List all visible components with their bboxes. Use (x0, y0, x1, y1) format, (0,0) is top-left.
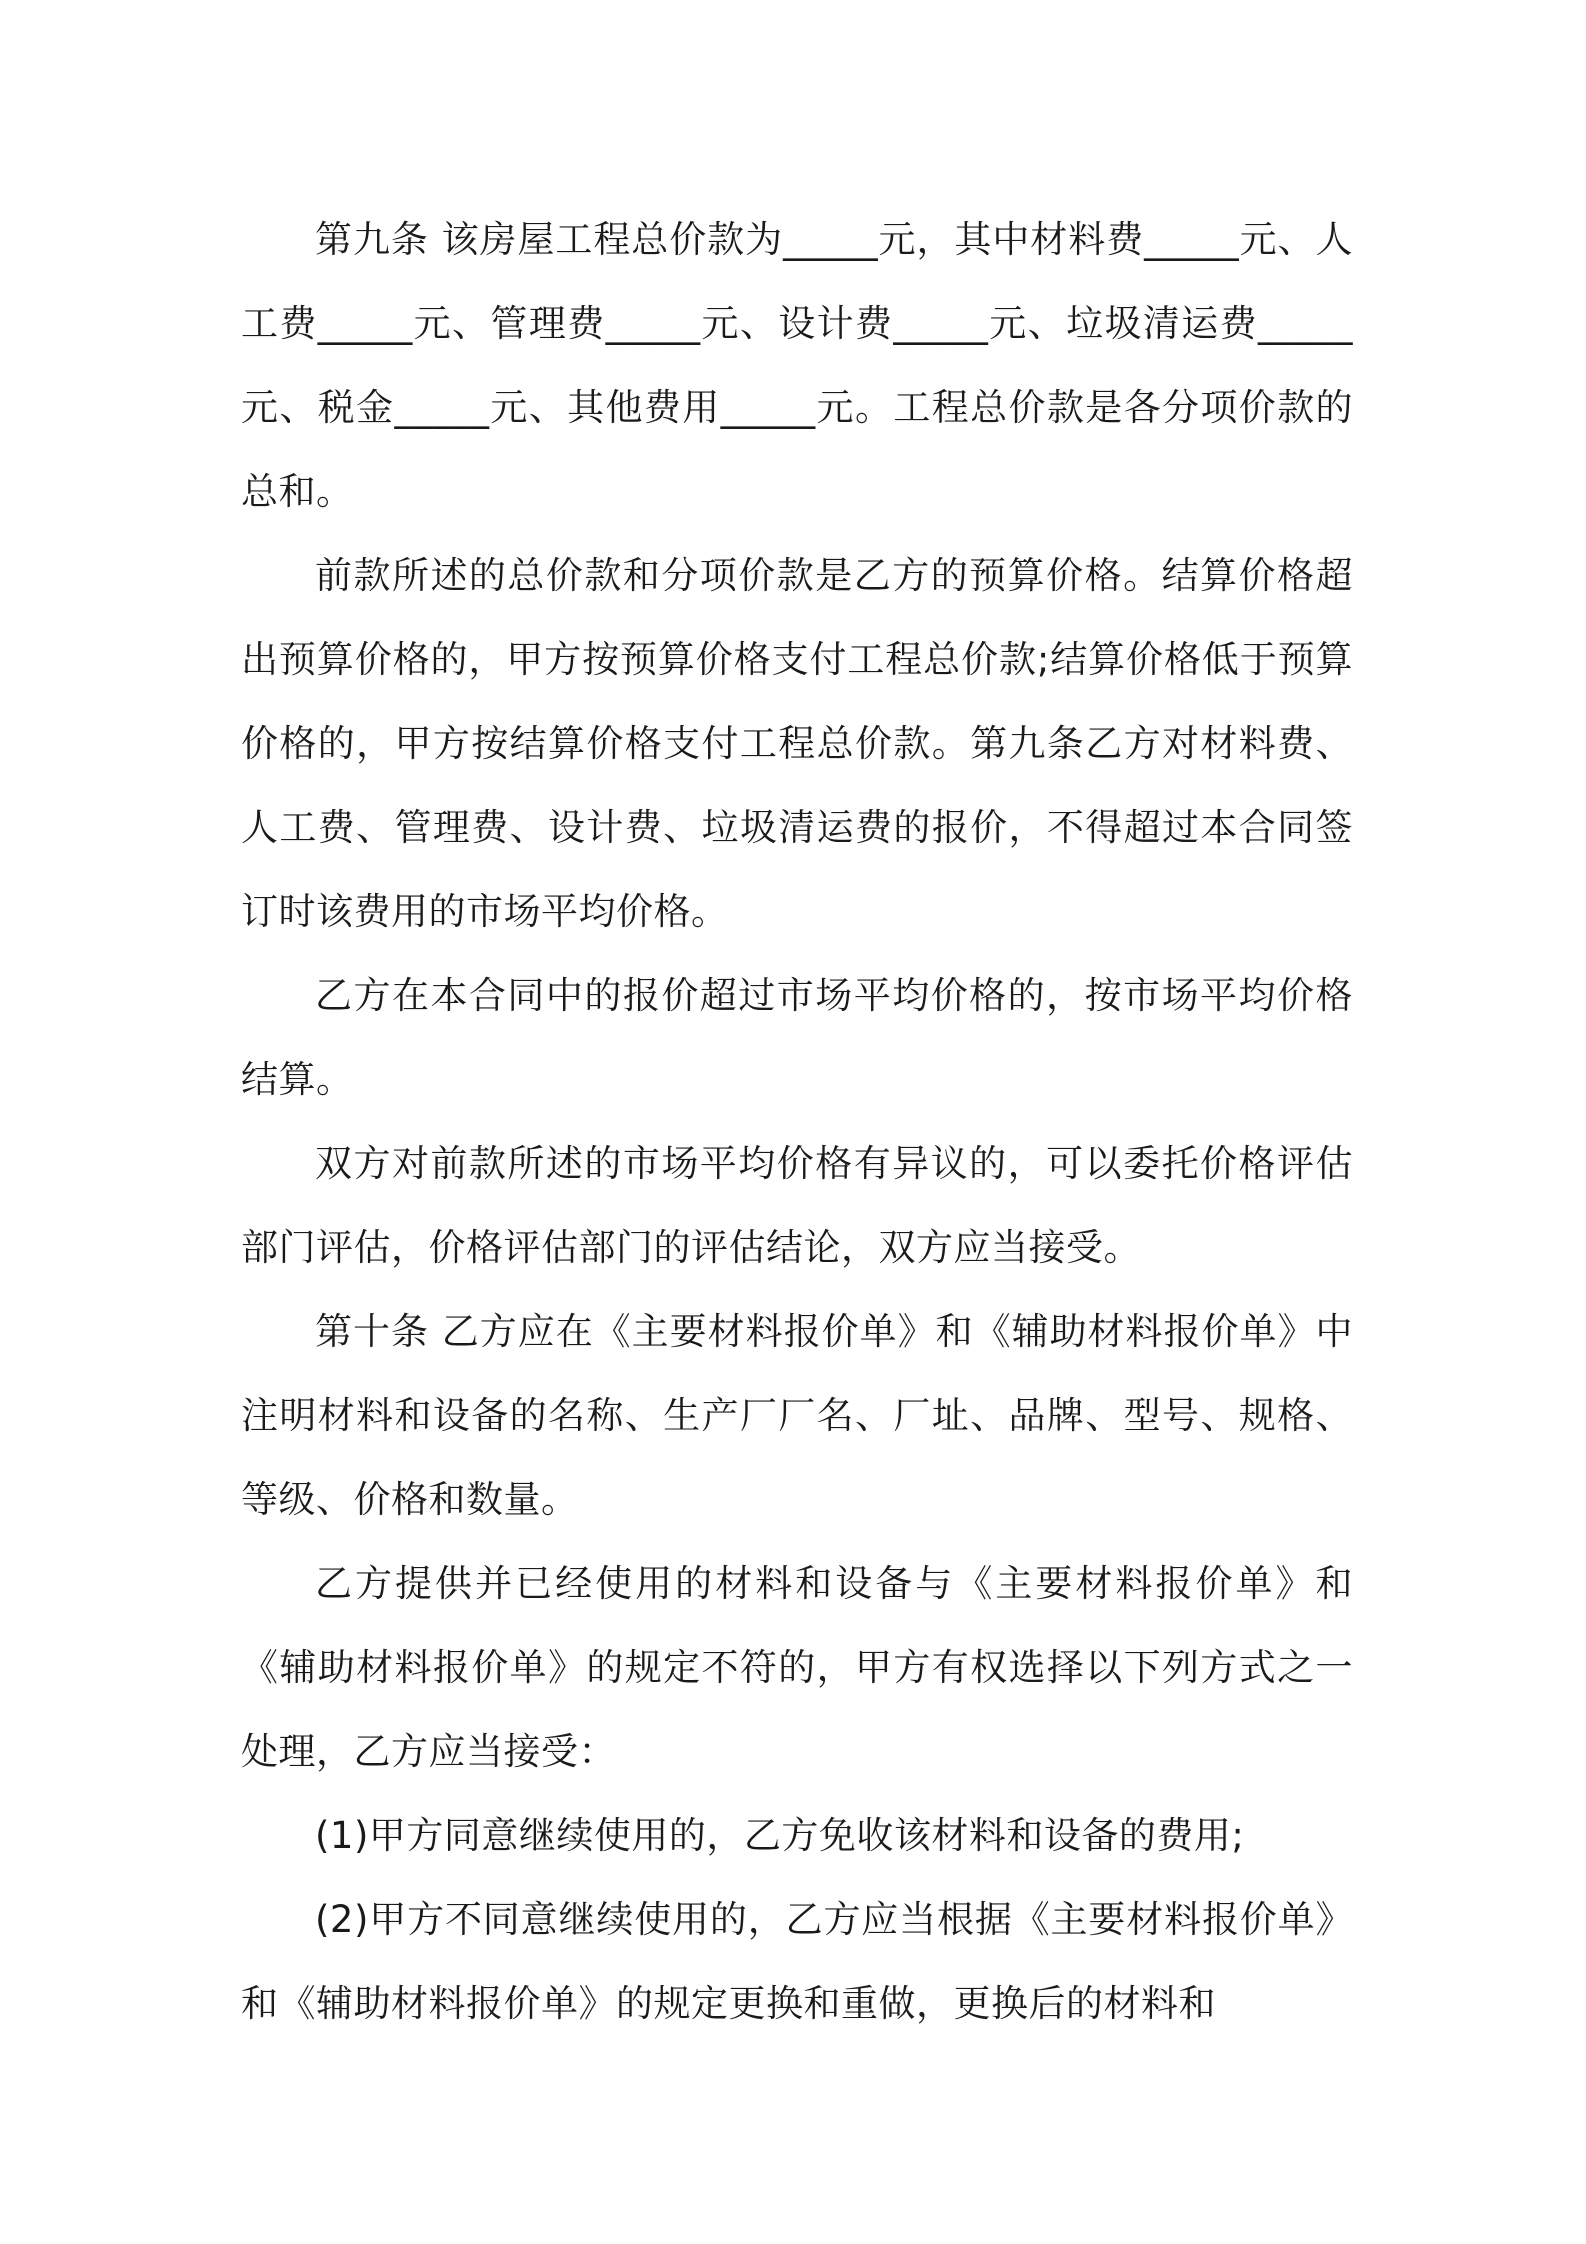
paragraph-material-mismatch: 乙方提供并已经使用的材料和设备与《主要材料报价单》和《辅助材料报价单》的规定不符的，甲方有权选择以下列方式之一处理，乙方应当接受： (241, 1562, 1353, 1773)
document-body (241, 198, 1353, 2046)
paragraph-article-9: 第九条 该房屋工程总价款为_____元，其中材料费_____元、人工费_____元、管理费_____元、设计费_____元、垃圾清运费_____元、税金_____元、其他费用_____元。工程总价款是各分项价款的总和。 (241, 218, 1353, 513)
paragraph-option-1: (1)甲方同意继续使用的，乙方免收该材料和设备的费用; (315, 1814, 1245, 1857)
paragraph-article-10: 第十条 乙方应在《主要材料报价单》和《辅助材料报价单》中注明材料和设备的名称、生产厂厂名、厂址、品牌、型号、规格、等级、价格和数量。 (241, 1310, 1353, 1521)
paragraph-market-price-settlement: 乙方在本合同中的报价超过市场平均价格的，按市场平均价格结算。 (241, 974, 1353, 1101)
paragraph-budget-price: 前款所述的总价款和分项价款是乙方的预算价格。结算价格超出预算价格的，甲方按预算价格支付工程总价款;结算价格低于预算价格的，甲方按结算价格支付工程总价款。第九条乙方对材料费、人工费、管理费、设计费、垃圾清运费的报价，不得超过本合同签订时该费用的市场平均价格。 (241, 554, 1353, 933)
paragraph-price-dispute: 双方对前款所述的市场平均价格有异议的，可以委托价格评估部门评估，价格评估部门的评估结论，双方应当接受。 (241, 1142, 1353, 1269)
paragraph-option-2: (2)甲方不同意继续使用的，乙方应当根据《主要材料报价单》和《辅助材料报价单》的规定更换和重做，更换后的材料和 (241, 1898, 1353, 2025)
